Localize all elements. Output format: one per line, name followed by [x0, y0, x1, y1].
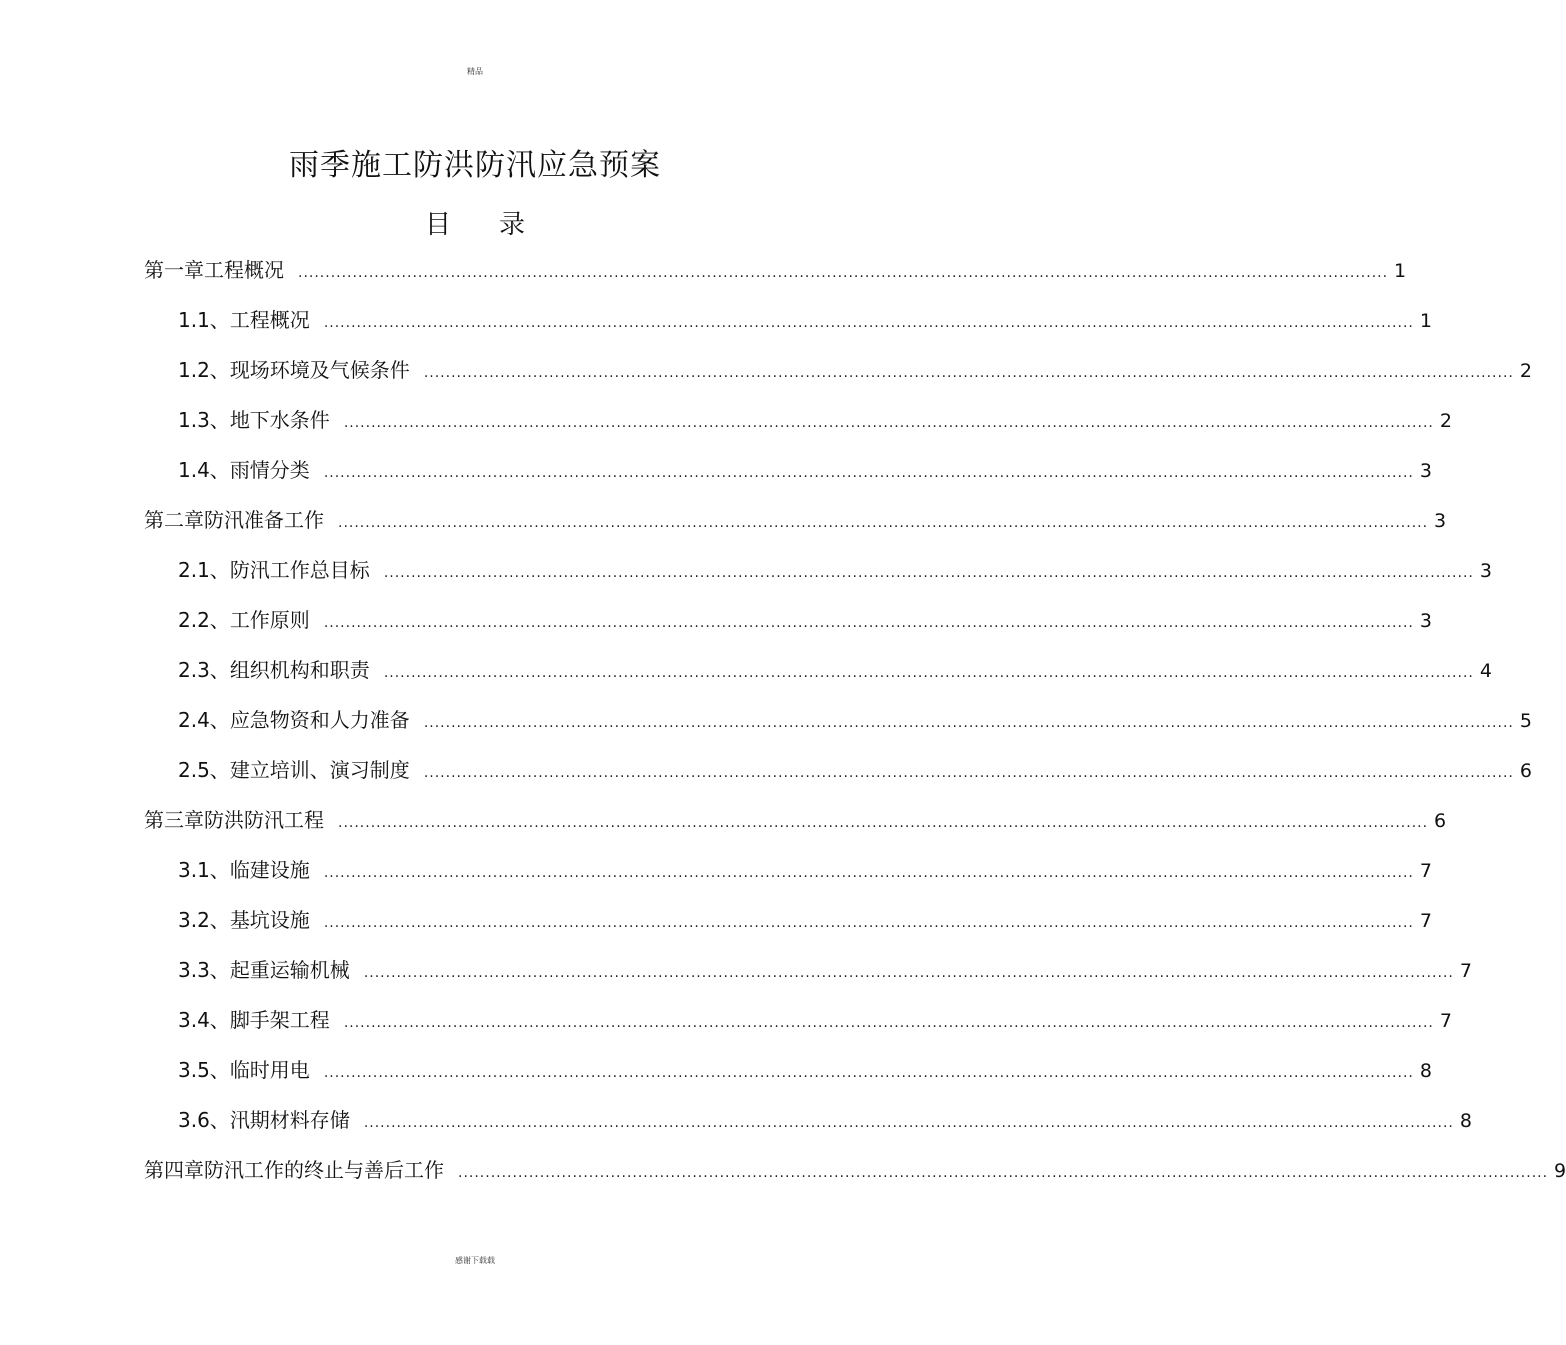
- toc-dot-leader: ........................................................................................................................................................................................................: [458, 1165, 1549, 1181]
- toc-entry-number: 3.2、: [178, 908, 230, 932]
- toc-entry[interactable]: [178, 757, 1532, 783]
- toc-entry-label: 防洪防汛工程: [204, 808, 324, 832]
- toc-dot-leader: ........................................................................................................................................................................................................: [338, 515, 1429, 531]
- toc-dot-leader: ........................................................................................................................................................................................................: [423, 365, 1514, 381]
- toc-entry-page-number: 7: [1439, 1010, 1452, 1032]
- toc-entry-page-number: 3: [1419, 460, 1432, 482]
- toc-entry[interactable]: [178, 607, 1432, 633]
- toc-entry-number: 2.4、: [178, 708, 230, 732]
- toc-entry-page-number: 8: [1419, 1060, 1432, 1082]
- toc-entry-page-number: 5: [1519, 710, 1532, 732]
- toc-entry[interactable]: [178, 857, 1432, 883]
- toc-entry-page-number: 9: [1554, 1160, 1566, 1182]
- page-header-mark: 精品: [467, 67, 483, 76]
- toc-entry[interactable]: [144, 507, 1447, 533]
- toc-entry-label: 现场环境及气候条件: [229, 358, 410, 382]
- toc-entry-number: 3.5、: [178, 1058, 230, 1082]
- toc-dot-leader: ........................................................................................................................................................................................................: [323, 315, 1414, 331]
- toc-entry-page-number: 7: [1419, 860, 1432, 882]
- toc-entry[interactable]: [178, 1007, 1452, 1033]
- toc-entry-label: 地下水条件: [229, 408, 330, 432]
- toc-entry-number: 3.3、: [178, 958, 230, 982]
- toc-entry-number: 2.1、: [178, 558, 230, 582]
- toc-entry-number: 第二章: [144, 508, 204, 532]
- toc-entry-page-number: 7: [1419, 910, 1432, 932]
- toc-entry-page-number: 6: [1434, 810, 1447, 832]
- toc-entry-label: 防汛准备工作: [204, 508, 324, 532]
- toc-entry-number: 第三章: [144, 808, 204, 832]
- toc-heading-char-2: 录: [499, 210, 526, 240]
- toc-dot-leader: ........................................................................................................................................................................................................: [298, 265, 1389, 281]
- toc-entry-label: 工程概况: [204, 258, 284, 282]
- toc-dot-leader: ........................................................................................................................................................................................................: [363, 1115, 1454, 1131]
- toc-dot-leader: ........................................................................................................................................................................................................: [363, 965, 1454, 981]
- toc-entry-page-number: 3: [1434, 510, 1447, 532]
- toc-entry-label: 组织机构和职责: [229, 658, 370, 682]
- toc-heading-char-1: 目: [424, 210, 451, 240]
- toc-entry[interactable]: [178, 657, 1492, 683]
- toc-entry-page-number: 1: [1419, 310, 1432, 332]
- toc-dot-leader: ........................................................................................................................................................................................................: [323, 865, 1414, 881]
- toc-entry[interactable]: [144, 257, 1407, 283]
- toc-entry-label: 基坑设施: [229, 908, 310, 932]
- toc-entry[interactable]: [178, 957, 1472, 983]
- toc-entry[interactable]: [178, 557, 1492, 583]
- toc-entry-label: 雨情分类: [229, 458, 310, 482]
- toc-entry-number: 2.5、: [178, 758, 230, 782]
- toc-entry[interactable]: [178, 1107, 1472, 1133]
- toc-dot-leader: ........................................................................................................................................................................................................: [323, 465, 1414, 481]
- toc-entry-label: 工作原则: [229, 608, 310, 632]
- toc-entry-number: 3.1、: [178, 858, 230, 882]
- toc-entry-label: 工程概况: [229, 308, 310, 332]
- toc-entry-label: 防汛工作的终止与善后工作: [204, 1158, 444, 1182]
- toc-entry[interactable]: [178, 407, 1452, 433]
- toc-entry-page-number: 7: [1459, 960, 1472, 982]
- toc-entry-number: 1.3、: [178, 408, 230, 432]
- document-title: 雨季施工防洪防汛应急预案: [289, 148, 661, 183]
- toc-entry[interactable]: [178, 307, 1432, 333]
- toc-entry[interactable]: [178, 707, 1532, 733]
- toc-entry-label: 临时用电: [229, 1058, 310, 1082]
- toc-entry-number: 1.2、: [178, 358, 230, 382]
- toc-entry-page-number: 3: [1479, 560, 1492, 582]
- toc-entry-page-number: 3: [1419, 610, 1432, 632]
- toc-entry-label: 防汛工作总目标: [229, 558, 370, 582]
- toc-dot-leader: ........................................................................................................................................................................................................: [423, 715, 1514, 731]
- toc-dot-leader: ........................................................................................................................................................................................................: [343, 1015, 1434, 1031]
- toc-entry[interactable]: [144, 807, 1447, 833]
- toc-dot-leader: ........................................................................................................................................................................................................: [383, 565, 1474, 581]
- toc-dot-leader: ........................................................................................................................................................................................................: [323, 1065, 1414, 1081]
- toc-entry[interactable]: [178, 907, 1432, 933]
- toc-entry-page-number: 2: [1439, 410, 1452, 432]
- toc-entry-page-number: 1: [1394, 260, 1407, 282]
- toc-entry-page-number: 8: [1459, 1110, 1472, 1132]
- toc-dot-leader: ........................................................................................................................................................................................................: [423, 765, 1514, 781]
- toc-entry-label: 起重运输机械: [229, 958, 350, 982]
- toc-entry[interactable]: [178, 357, 1532, 383]
- toc-entry-number: 2.2、: [178, 608, 230, 632]
- toc-entry-number: 3.6、: [178, 1108, 230, 1132]
- toc-entry-page-number: 4: [1479, 660, 1492, 682]
- toc-entry-label: 应急物资和人力准备: [229, 708, 410, 732]
- toc-entry-number: 第四章: [144, 1158, 204, 1182]
- toc-entry-number: 第一章: [144, 258, 204, 282]
- toc-entry-number: 1.4、: [178, 458, 230, 482]
- toc-dot-leader: ........................................................................................................................................................................................................: [323, 615, 1414, 631]
- toc-entry[interactable]: [144, 1157, 1566, 1183]
- toc-dot-leader: ........................................................................................................................................................................................................: [343, 415, 1434, 431]
- toc-entry-number: 3.4、: [178, 1008, 230, 1032]
- toc-entry-page-number: 6: [1519, 760, 1532, 782]
- toc-dot-leader: ........................................................................................................................................................................................................: [383, 665, 1474, 681]
- toc-entry-label: 临建设施: [229, 858, 310, 882]
- toc-entry[interactable]: [178, 457, 1432, 483]
- toc-entry-label: 脚手架工程: [229, 1008, 330, 1032]
- toc-dot-leader: ........................................................................................................................................................................................................: [323, 915, 1414, 931]
- page-footer-mark: 感谢下载载: [455, 1256, 495, 1265]
- toc-entry-number: 1.1、: [178, 308, 230, 332]
- toc-dot-leader: ........................................................................................................................................................................................................: [338, 815, 1429, 831]
- toc-entry-label: 汛期材料存储: [229, 1108, 350, 1132]
- toc-entry-page-number: 2: [1519, 360, 1532, 382]
- toc-entry[interactable]: [178, 1057, 1432, 1083]
- toc-entry-number: 2.3、: [178, 658, 230, 682]
- toc-entry-label: 建立培训、演习制度: [229, 758, 410, 782]
